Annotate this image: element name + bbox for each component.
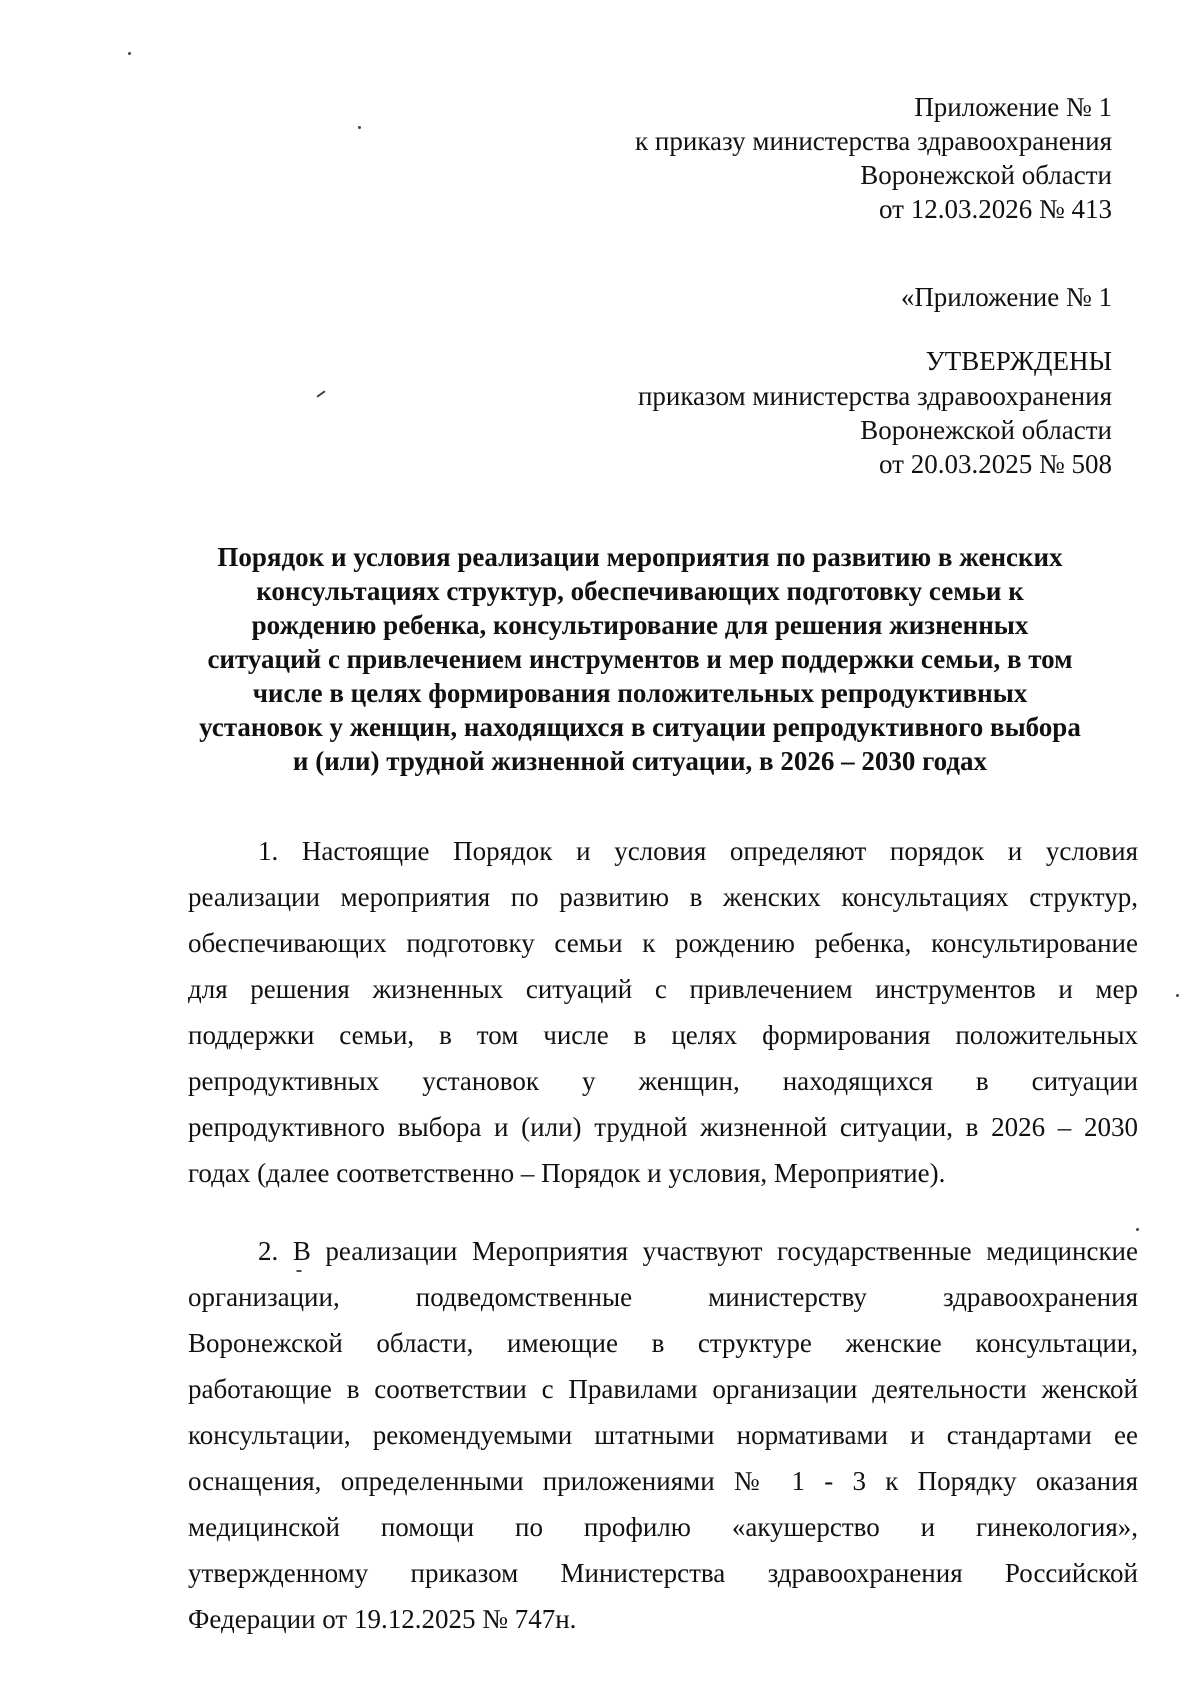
paragraph-2: [188, 1228, 1138, 1642]
paragraph-line: оснащения, определенными приложениями № 1 - 3 к Порядку оказания: [188, 1466, 1138, 1496]
paragraph-line: поддержки семьи, в том числе в целях формирования положительных: [188, 1020, 1138, 1050]
scan-speck: [128, 52, 131, 55]
paragraph-line: утвержденному приказом Министерства здравоохранения Российской: [188, 1558, 1138, 1588]
paragraph-line: Воронежской области, имеющие в структуре женские консультации,: [188, 1328, 1138, 1358]
scan-speck: [1176, 994, 1179, 997]
paragraph-line: 1. Настоящие Порядок и условия определяют порядок и условия: [258, 836, 1138, 866]
paragraph-line: организации, подведомственные министерству здравоохранения: [188, 1282, 1138, 1312]
approval-header: [638, 344, 1112, 481]
paragraph-1: [188, 828, 1138, 1196]
paragraph-line: годах (далее соответственно – Порядок и условия, Мероприятие).: [188, 1158, 946, 1188]
scan-speck: [316, 390, 325, 397]
paragraph-line: репродуктивных установок у женщин, находящихся в ситуации: [188, 1066, 1138, 1096]
paragraph-line: 2. В реализации Мероприятия участвуют государственные медицинские: [258, 1236, 1138, 1266]
approval-order-date: от 20.03.2025 № 508: [879, 449, 1112, 479]
title-line: рождению ребенка, консультирование для решения жизненных: [251, 610, 1029, 640]
paragraph-line: Федерации от 19.12.2025 № 747н.: [188, 1604, 577, 1634]
paragraph-line: для решения жизненных ситуаций с привлечением инструментов и мер: [188, 974, 1138, 1004]
paragraph-line: реализации мероприятия по развитию в женских консультациях структур,: [188, 882, 1138, 912]
annex-number: Приложение № 1: [914, 92, 1112, 122]
approval-order-ref: приказом министерства здравоохранения: [637, 381, 1112, 411]
annex-order-date: от 12.03.2026 № 413: [879, 194, 1112, 224]
paragraph-line: медицинской помощи по профилю «акушерство и гинекология»,: [188, 1512, 1138, 1542]
paragraph-line: обеспечивающих подготовку семьи к рождению ребенка, консультирование: [188, 928, 1138, 958]
approval-region: Воронежской области: [860, 415, 1112, 445]
paragraph-line: работающие в соответствии с Правилами организации деятельности женской: [188, 1374, 1138, 1404]
title-line: числе в целях формирования положительных репродуктивных: [252, 678, 1028, 708]
document-title: [150, 540, 1130, 778]
annex-order-ref: к приказу министерства здравоохранения: [635, 126, 1112, 156]
paragraph-line: консультации, рекомендуемыми штатными нормативами и стандартами ее: [188, 1420, 1138, 1450]
approval-title: УТВЕРЖДЕНЫ: [925, 346, 1112, 376]
quoted-annex-number: «Приложение № 1: [900, 282, 1112, 312]
title-line: консультациях структур, обеспечивающих подготовку семьи к: [256, 576, 1024, 606]
title-line: и (или) трудной жизненной ситуации, в 2026 – 2030 годах: [292, 746, 988, 776]
title-line: ситуаций с привлечением инструментов и мер поддержки семьи, в том: [207, 644, 1073, 674]
title-line: установок у женщин, находящихся в ситуации репродуктивного выбора: [199, 712, 1081, 742]
annex-header: [635, 90, 1112, 226]
scan-speck: [358, 126, 361, 129]
paragraph-line: репродуктивного выбора и (или) трудной жизненной ситуации, в 2026 – 2030: [188, 1112, 1138, 1142]
annex-region: Воронежской области: [860, 160, 1112, 190]
title-line: Порядок и условия реализации мероприятия по развитию в женских: [217, 542, 1063, 572]
